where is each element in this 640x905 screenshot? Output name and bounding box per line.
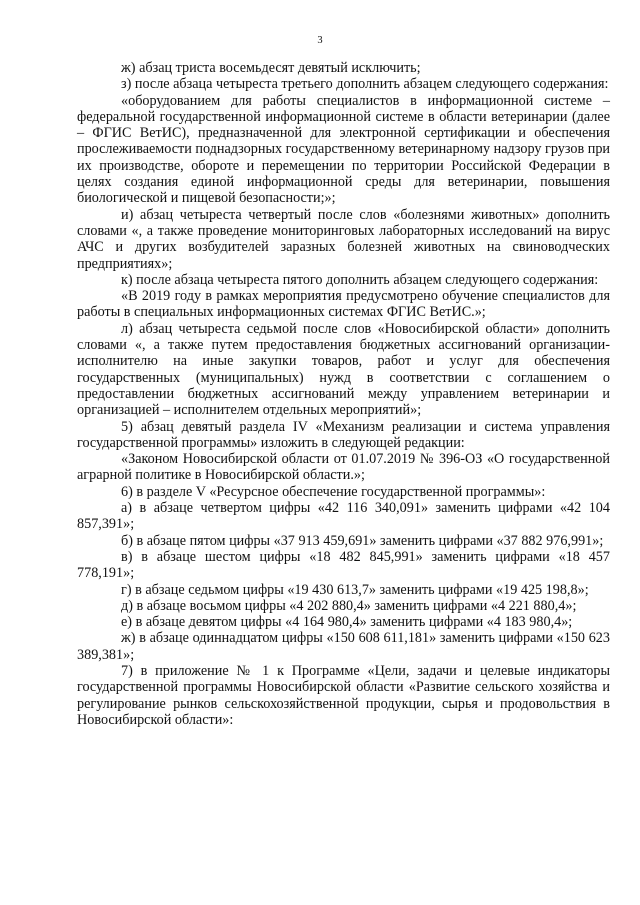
paragraph: 6) в разделе V «Ресурсное обеспечение государственной программы»: [121,483,546,500]
paragraph: б) в абзаце пятом цифры «37 913 459,691» заменить цифрами «37 882 976,991»; [121,532,604,549]
paragraph: з) после абзаца четыреста третьего дополнить абзацем следующего содержания: [121,76,609,93]
paragraph: е) в абзаце девятом цифры «4 164 980,4» заменить цифрами «4 183 980,4»; [121,614,573,631]
paragraph: д) в абзаце восьмом цифры «4 202 880,4» заменить цифрами «4 221 880,4»; [121,597,577,614]
paragraph: «оборудованием для работы специалистов в информационной системе – федеральной государственной информационной системе в области ветеринарии (далее – ФГИС ВетИС), предназначенной для электронной сертификации и обеспечения прослеживаемости поднадзорных государственному ветеринарному надзору грузов при их производстве, обороте и перемещении по территории Российской Федерации в целях создания единой информационной среды для ветеринарии, повышения биологической и пищевой безопасности;»; [77,92,611,207]
document-body [77,60,610,728]
paragraph: и) абзац четыреста четвертый после слов «болезнями животных» дополнить словами «, а также проведение мониторинговых лабораторных исследований на вирус АЧС и других возбудителей заразных болезней животных на свиноводческих предприятиях»; [77,206,610,272]
paragraph: ж) в абзаце одиннадцатом цифры «150 608 611,181» заменить цифрами «150 623 389,381»; [77,630,610,663]
paragraph: в) в абзаце шестом цифры «18 482 845,991» заменить цифрами «18 457 778,191»; [77,548,610,582]
paragraph: а) в абзаце четвертом цифры «42 116 340,091» заменить цифрами «42 104 857,391»; [77,500,610,533]
page-number: 3 [317,35,323,46]
paragraph: ж) абзац триста восемьдесят девятый исключить; [121,60,421,76]
paragraph: к) после абзаца четыреста пятого дополнить абзацем следующего содержания: [121,271,599,288]
paragraph: 7) в приложение № 1 к Программе «Цели, задачи и целевые индикаторы государственной программы Новосибирской области «Развитие сельского хозяйства и регулирование рынков сельскохозяйственной продукции, сырья и продовольствия в Новосибирской области»: [77,662,610,728]
paragraph: 5) абзац девятый раздела IV «Механизм реализации и система управления государственной программы» изложить в следующей редакции: [77,418,610,451]
paragraph: «В 2019 году в рамках мероприятия предусмотрено обучение специалистов для работы в специальных информационных системах ФГИС ВетИС.»; [77,288,610,321]
paragraph: «Законом Новосибирской области от 01.07.2019 № 396-ОЗ «О государственной аграрной политике в Новосибирской области.»; [77,451,610,484]
paragraph: г) в абзаце седьмом цифры «19 430 613,7» заменить цифрами «19 425 198,8»; [121,581,589,598]
paragraph: л) абзац четыреста седьмой после слов «Новосибирской области» дополнить словами «, а также путем предоставления бюджетных ассигнований организации-исполнителю на иные закупки товаров, работ и услуг для обеспечения государственных (муниципальных) нужд в соответствии с соглашением о предоставлении бюджетных ассигнований между управлением ветеринарии и организацией – исполнителем отдельных мероприятий»; [77,320,610,419]
